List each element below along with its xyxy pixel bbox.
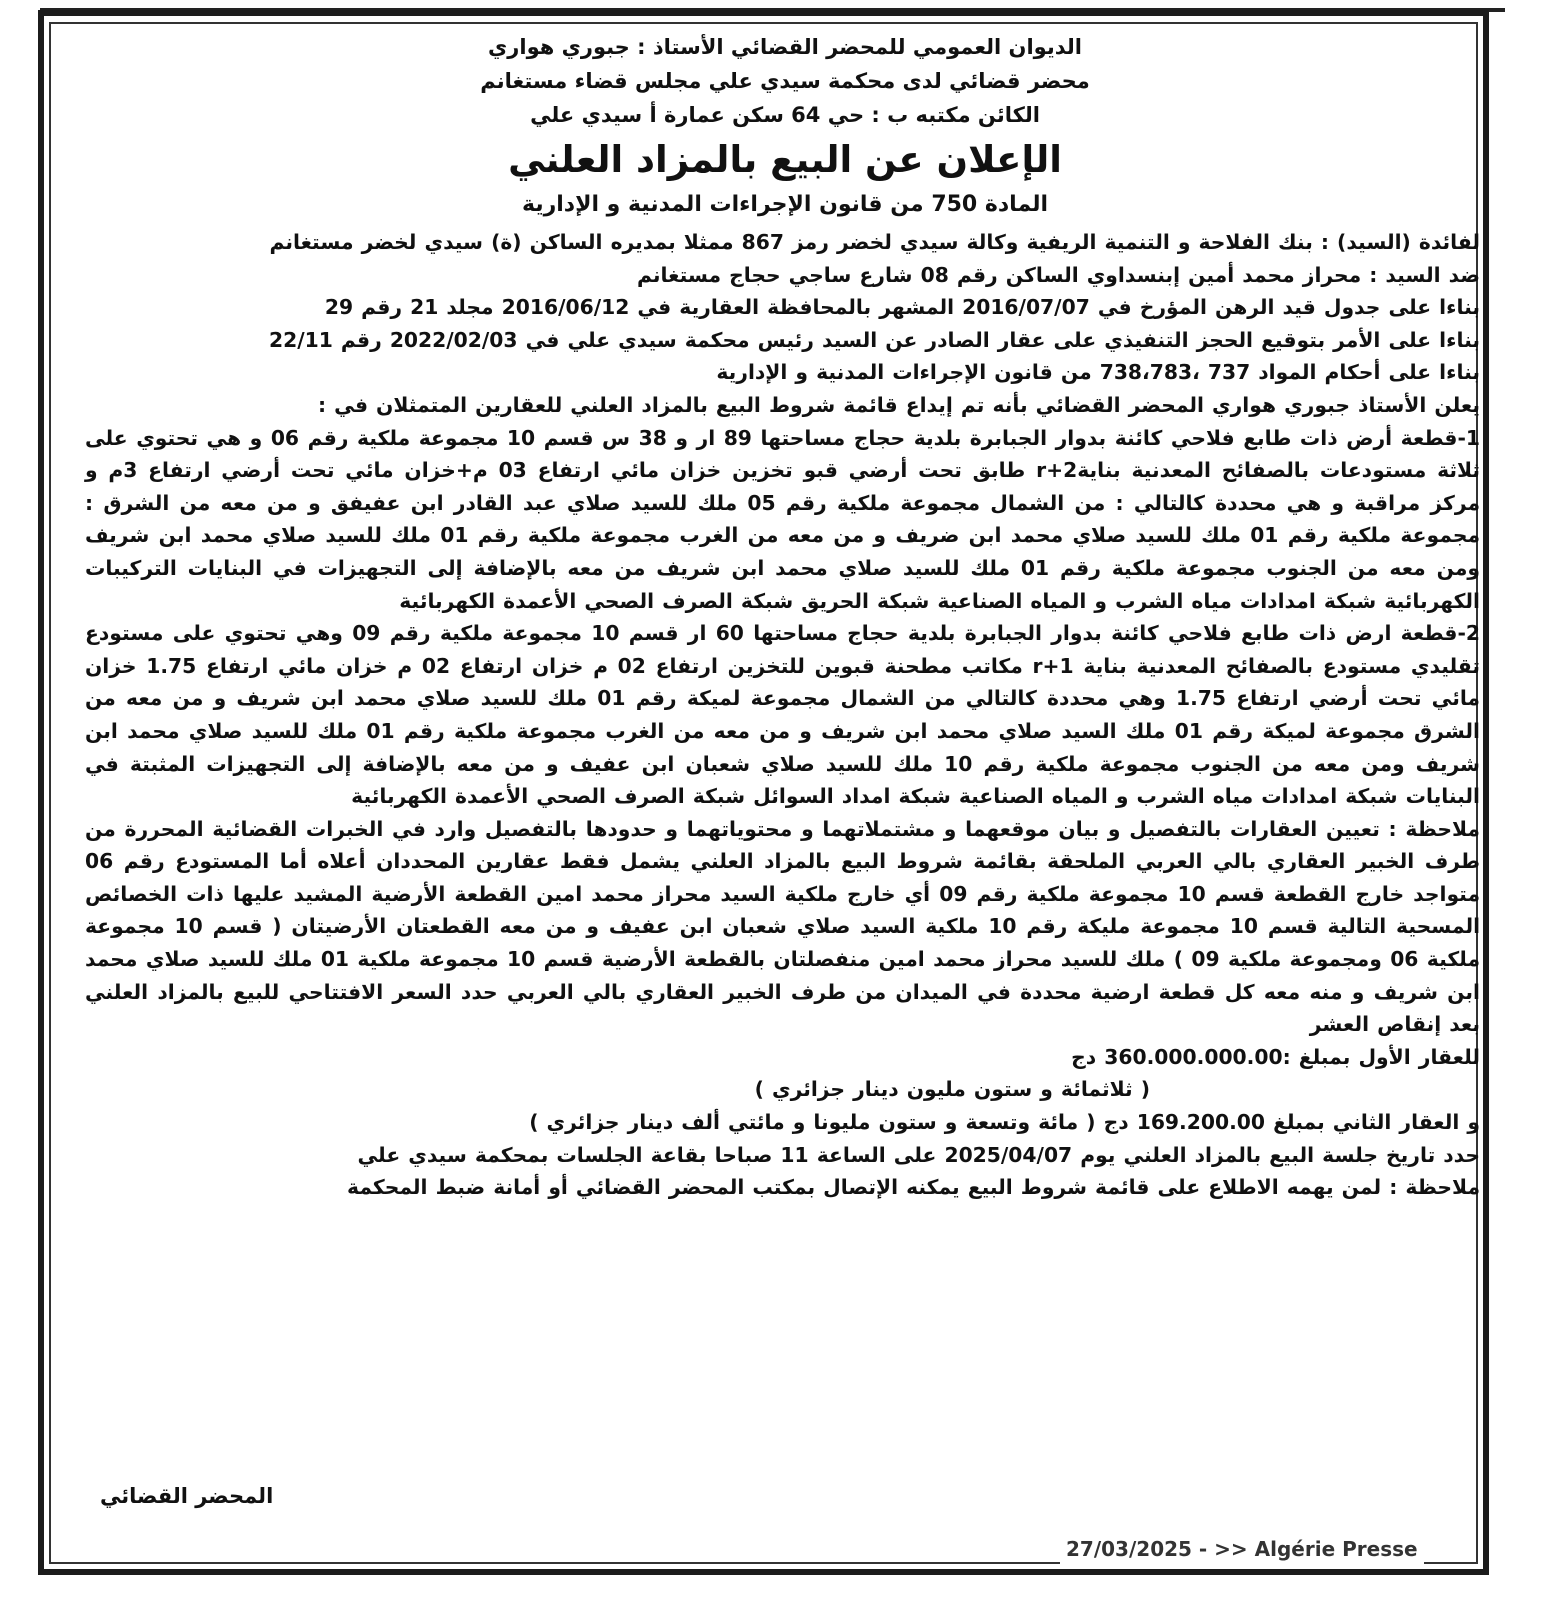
notice-subtitle: المادة 750 من قانون الإجراءات المدنية و الإدارية: [522, 192, 1048, 217]
office-address: الكائن مكتبه ب : حي 64 سكن عمارة أ سيدي علي: [530, 103, 1040, 127]
property-2-paragraph: 2-قطعة ارض ذات طابع فلاحي كائنة بدوار الجبابرة بلدية حجاج مساحتها 60 ار قسم 10 مجموعة ملكية رقم 09 وهي تحتوي على مستودع تقليدي مستودع بالصفائح المعدنية بناية r+1 مكاتب مطحنة قبوين للتخزين ارتفاع 02 م خزان ارتفاع 02 م خزان مائي ارتفاع 1.75 خزان مائي تحت أرضي ارتفاع 1.75 وهي محددة كالتالي من الشمال مجموعة لميكة رقم 01 ملك للسيد صلاي محمد ابن شريف و من معه من الشرق مجموعة لميكة رقم 01 ملك السيد صلاي محمد ابن شريف و من معه من الغرب مجموعة ملكية رقم 01 ملك للسيد صلاي محمد ابن شريف ومن معه من الجنوب مجموعة ملكية رقم 10 ملك للسيد صلاي شعبان ابن عفيف و من معه بالإضافة إلى التجهيزات المثبتة في البنايات شبكة امدادات مياه الشرب و المياه الصناعية شبكة امداد السوائل شبكة الصرف الصحي الأعمدة الكهربائية: [85, 621, 1481, 809]
note-paragraph: ملاحظة : تعيين العقارات بالتفصيل و بيان موقعهما و مشتملاتهما و محتوياتهما و حدودها بالتفصيل وارد في الخبرات القضائية المحررة من طرف الخبير العقاري بالي العربي الملحقة بقائمة شروط البيع بالمزاد العلني يشمل فقط عقارين المحددان أعلاه أما المستودع رقم 06 متواجد خارج القطعة قسم 10 مجموعة ملكية رقم 09 أي خارج ملكية السيد محراز محمد امين القطعة الأرضية المشيد عليها ذات الخصائص المسحية التالية قسم 10 مجموعة مليكة رقم 10 ملكية السيد صلاي شعبان ابن عفيف و من معه القطعتان الأرضيتان ( قسم 10 مجموعة ملكية 06 ومجموعة ملكية 09 ) ملك للسيد محراز محمد امين منفصلتان بالقطعة الأرضية قسم 10 مجموعة ملكية 01 ملك للسيد صلاي محمد ابن شريف و منه معه كل قطعة ارضية محددة في الميدان من طرف الخبير العقاري بالي العربي حدد السعر الافتتاحي للبيع بالمزاد العلني بعد إنقاص العشر: [85, 816, 1481, 1037]
price-2: و العقار الثاني بمبلغ 169.200.00 دج ( مائة وتسعة و ستون مليونا و مائتي ألف دينار جزائري ): [529, 1110, 1480, 1135]
court-line: محضر قضائي لدى محكمة سيدي علي مجلس قضاء مستغانم: [480, 69, 1090, 93]
against-paragraph: ضد السيد : محراز محمد أمين إبنسداوي الساكن رقم 08 شارع ساجي حجاج مستغانم: [637, 262, 1480, 287]
notice-header: [80, 30, 1480, 222]
notice: [80, 30, 1480, 1204]
beneficiary-paragraph: لفائدة (السيد) : بنك الفلاحة و التنمية الريفية وكالة سيدي لخضر رمز 867 ممثلا بمديره الساكن (ة) سيدي لخضر مستغانم: [269, 230, 1480, 254]
notice-title: الإعلان عن البيع بالمزاد العلني: [508, 138, 1062, 181]
based-on-order: بناءا على الأمر بتوقيع الحجز التنفيذي على عقار الصادر عن السيد رئيس محكمة سيدي علي في 2022/02/03 رقم 22/11: [268, 327, 1480, 352]
footer-source: 27/03/2025 - >> Algérie Presse: [1060, 1537, 1424, 1567]
contact-note: ملاحظة : لمن يهمه الاطلاع على قائمة شروط البيع يمكنه الإتصال بمكتب المحضر القضائي أو أمانة ضبط المحكمة: [347, 1175, 1480, 1200]
notice-body: [85, 226, 1480, 1204]
office-name: الديوان العمومي للمحضر القضائي الأستاذ : جبوري هواري: [488, 35, 1082, 59]
based-on-mortgage: بناءا على جدول قيد الرهن المؤرخ في 2016/07/07 المشهر بالمحافظة العقارية في 2016/06/12 مجلد 21 رقم 29: [324, 295, 1480, 320]
auction-date: حدد تاريخ جلسة البيع بالمزاد العلني يوم 2025/04/07 على الساعة 11 صباحا بقاعة الجلسات بمحكمة سيدي علي: [357, 1142, 1480, 1167]
property-1-paragraph: 1-قطعة أرض ذات طابع فلاحي كائنة بدوار الجبابرة بلدية حجاج مساحتها 89 ار و 38 س قسم 10 مجموعة ملكية رقم 06 و هي تحتوي على ثلاثة مستودعات بالصفائح المعدنية بناية2+r طابق تحت أرضي قبو تخزين خزان مائي ارتفاع 03 م+خزان مائي تحت أرضي ارتفاع 3م و مركز مراقبة و هي محددة كالتالي : من الشمال مجموعة ملكية رقم 05 ملك للسيد صلاي عبد القادر ابن عفيفق و من معه من الشرق : مجموعة ملكية رقم 01 ملك للسيد صلاي محمد ابن ضريف و من معه من الغرب مجموعة ملكية رقم 01 ملك للسيد صلاي محمد ابن شريف ومن معه من الجنوب مجموعة ملكية رقم 01 ملك للسيد صلاي محمد ابن شريف من معه بالإضافة إلى التجهيزات في البنايات التركيبات الكهربائية شبكة امدادات مياه الشرب و المياه الصناعية شبكة الحريق شبكة الصرف الصحي الأعمدة الكهربائية: [85, 425, 1481, 613]
based-on-articles: بناءا على أحكام المواد 737 ،738،783 من قانون الإجراءات المدنية و الإدارية: [716, 360, 1480, 385]
announcement-paragraph: يعلن الأستاذ جبوري هواري المحضر القضائي بأنه تم إيداع قائمة شروط البيع بالمزاد العلني للعقارين المتمثلان في :: [318, 392, 1480, 417]
price-1-amount: للعقار الأول بمبلغ :360.000.000.00 دج: [1071, 1044, 1480, 1069]
bailiff-signature: المحضر القضائي: [100, 1484, 274, 1508]
price-1-words: ( ثلاثمائة و ستون مليون دينار جزائري ): [754, 1077, 1150, 1102]
